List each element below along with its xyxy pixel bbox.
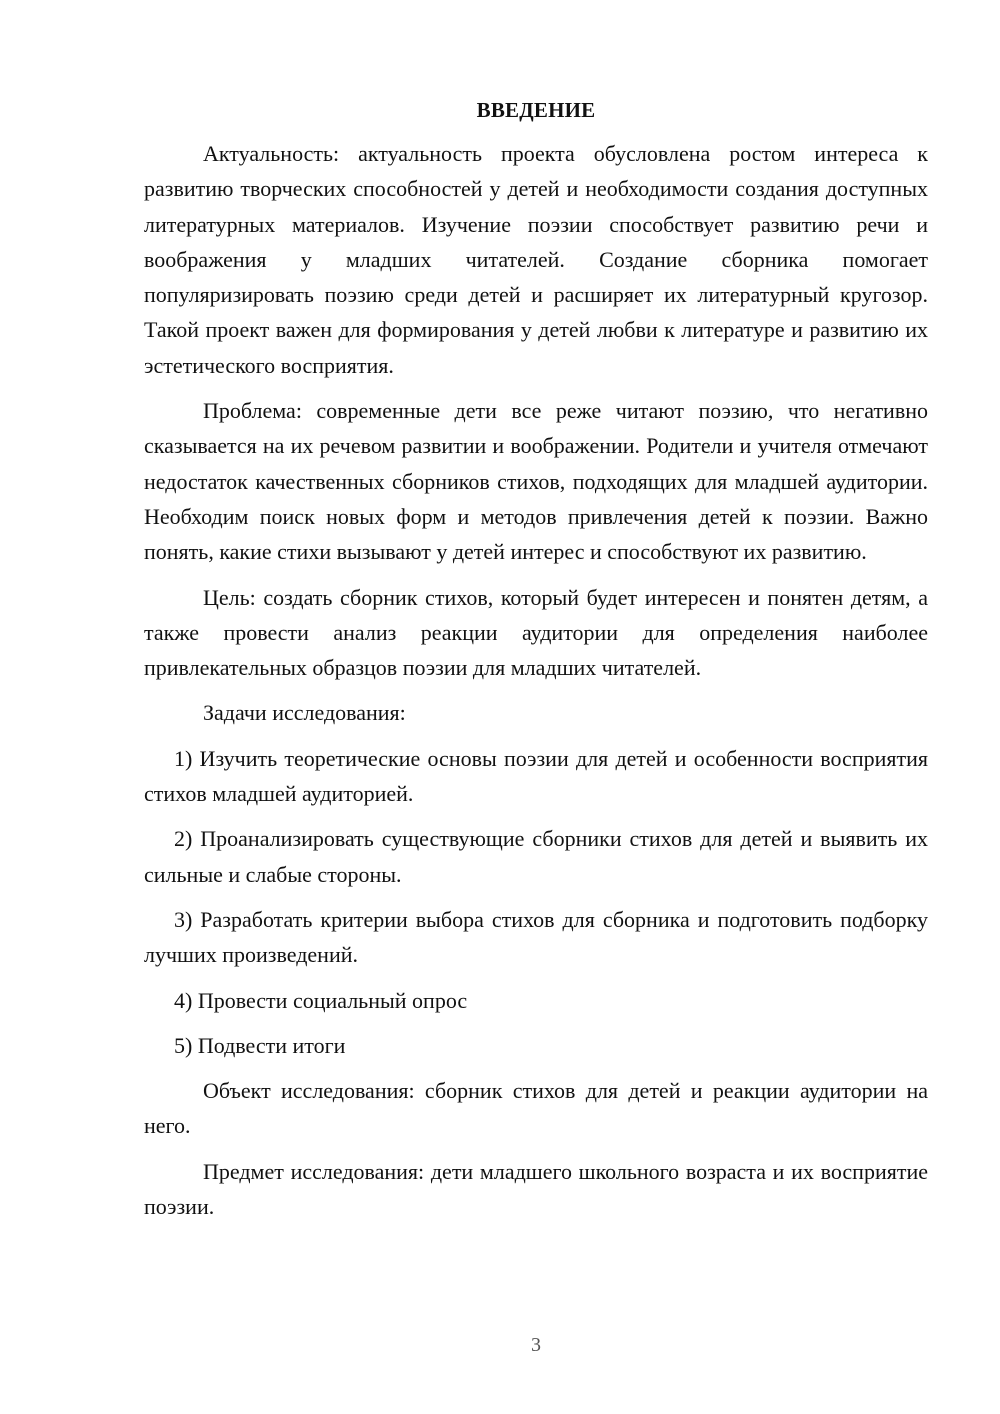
- task-item-3: 3) Разработать критерии выбора стихов для сборника и подготовить подборку лучших произведений.: [144, 906, 928, 968]
- problem-paragraph: Проблема: современные дети все реже читают поэзию, что негативно сказывается на их речевом развитии и воображении. Родители и учителя отмечают недостаток качественных сборников стихов, подходящих для младшей аудитории. Необходим поиск новых форм и методов привлечения детей к поэзии. Важно понять, какие стихи вызывают у детей интерес и способствуют их развитию.: [144, 398, 928, 565]
- section-heading: ВВЕДЕНИЕ: [476, 98, 596, 122]
- task-item-4: 4) Провести социальный опрос: [174, 987, 468, 1013]
- subject-paragraph: Предмет исследования: дети младшего школьного возраста и их восприятие поэзии.: [144, 1158, 928, 1220]
- object-paragraph: Объект исследования: сборник стихов для детей и реакции аудитории на него.: [144, 1078, 928, 1139]
- task-item-1: 1) Изучить теоретические основы поэзии для детей и особенности восприятия стихов младшей аудиторией.: [144, 745, 928, 807]
- tasks-title: Задачи исследования:: [203, 700, 406, 726]
- page-content: [144, 92, 928, 1234]
- relevance-paragraph: Актуальность: актуальность проекта обусловлена ростом интереса к развитию творческих способностей у детей и необходимости создания доступных литературных материалов. Изучение поэзии способствует развитию речи и воображения у младших читателей. Создание сборника помогает популяризировать поэзию среди детей и расширяет их литературный кругозор. Такой проект важен для формирования у детей любви к литературе и развитию их эстетического восприятия.: [144, 141, 928, 378]
- task-item-5: 5) Подвести итоги: [174, 1032, 346, 1058]
- page-number: 3: [531, 1334, 541, 1356]
- goal-paragraph: Цель: создать сборник стихов, который будет интересен и понятен детям, а также провести анализ реакции аудитории для определения наиболее привлекательных образцов поэзии для младших читателей.: [144, 584, 928, 681]
- task-item-2: 2) Проанализировать существующие сборники стихов для детей и выявить их сильные и слабые стороны.: [144, 826, 928, 887]
